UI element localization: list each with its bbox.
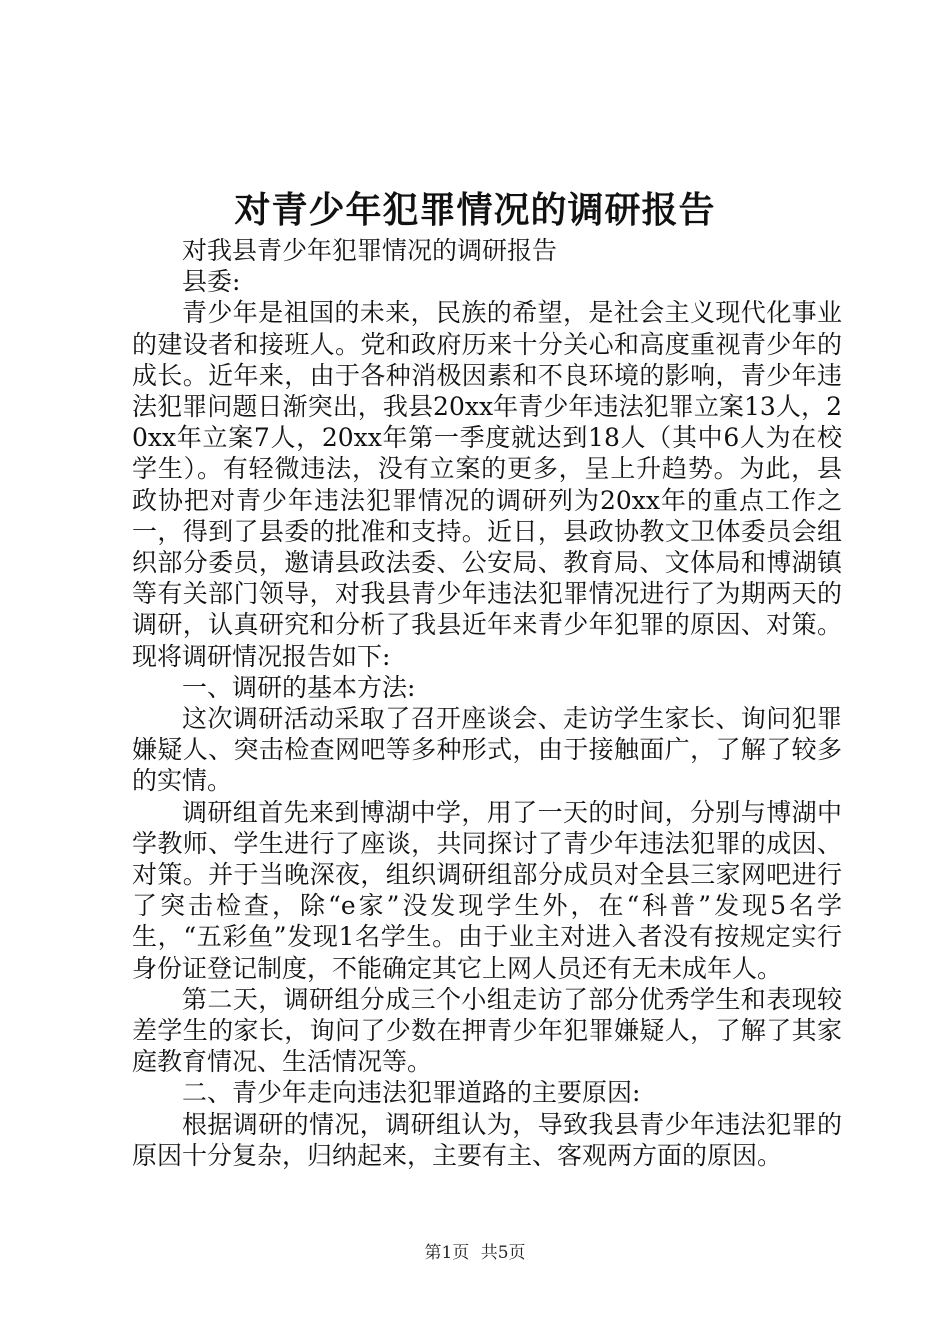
intro-paragraph: 青少年是祖国的未来，民族的希望，是社会主义现代化事业的建设者和接班人。党和政府历来十分关心和高度重视青少年的成长。近年来，由于各种消极因素和不良环境的影响，青少年违法犯罪问题日渐突出，我县20xx年青少年违法犯罪立案13人，20xx年立案7人，20xx年第一季度就达到18人（其中6人为在校学生）。有轻微违法，没有立案的更多，呈上升趋势。为此，县政协把对青少年违法犯罪情况的调研列为20xx年的重点工作之一，得到了县委的批准和支持。近日，县政协教文卫体委员会组织部分委员，邀请县政法委、公安局、教育局、文体局和博湖镇等有关部门领导，对我县青少年违法犯罪情况进行了为期两天的调研，认真研究和分析了我县近年来青少年犯罪的原因、对策。现将调研情况报告如下: [132,298,842,671]
first-day-paragraph: 调研组首先来到博湖中学，用了一天的时间，分别与博湖中学教师、学生进行了座谈，共同探讨了青少年违法犯罪的成因、对策。并于当晚深夜，组织调研组部分成员对全县三家网吧进行了突击检查，除“e家”没发现学生外，在“科普”发现5名学生，“五彩鱼”发现1名学生。由于业主对进入者没有按规定实行身份证登记制度，不能确定其它上网人员还有无未成年人。 [132,797,842,983]
page-title: 对青少年犯罪情况的调研报告 [234,189,716,231]
causes-paragraph: 根据调研的情况，调研组认为，导致我县青少年违法犯罪的原因十分复杂，归纳起来，主要有主、客观两方面的原因。 [132,1109,842,1170]
salutation-paragraph: 县委: [182,267,241,297]
subtitle-paragraph: 对我县青少年犯罪情况的调研报告 [182,236,558,265]
page-footer [0,1242,950,1264]
section-heading-methods: 一、调研的基本方法: [182,672,416,702]
document-body [132,235,842,1171]
page-total: 共5页 [480,1243,526,1263]
second-day-paragraph: 第二天，调研组分成三个小组走访了部分优秀学生和表现较差学生的家长，询问了少数在押青少年犯罪嫌疑人，了解了其家庭教育情况、生活情况等。 [132,984,842,1077]
page-number: 第1页 [424,1243,470,1263]
methods-paragraph: 这次调研活动采取了召开座谈会、走访学生家长、询问犯罪嫌疑人、突击检查网吧等多种形式，由于接触面广，了解了较多的实情。 [132,704,842,796]
section-heading-causes: 二、青少年走向违法犯罪道路的主要原因: [182,1078,641,1108]
